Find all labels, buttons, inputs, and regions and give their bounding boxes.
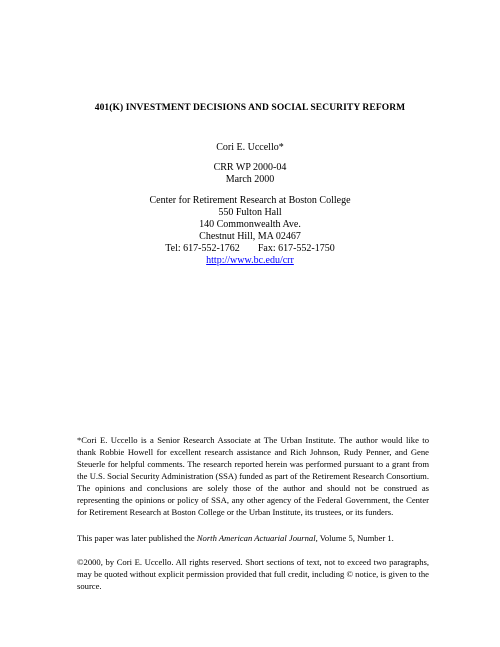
copyright-notice: ©2000, by Cori E. Uccello. All rights reserved. Short sections of text, not to exceed two paragraphs, may be quoted without explicit permission provided that full credit, including © notice, is given to the source.	[77, 557, 429, 591]
publication-note	[77, 532, 429, 544]
website-link[interactable]: http://www.bc.edu/crr	[206, 255, 294, 266]
fax-number: Fax: 617-552-1750	[257, 243, 335, 254]
working-paper-date: March 2000	[225, 174, 275, 185]
author-footnote: *Cori E. Uccello is a Senior Research Associate at The Urban Institute. The author would like to thank Robbie Howell for excellent research assistance and Rich Johnson, Rudy Penner, and Gene Steuerle for helpful comments. The research reported herein was performed pursuant to a grant from the U.S. Social Security Administration (SSA) funded as part of the Retirement Research Consortium. The opinions and conclusions are solely those of the author and should not be construed as representing the opinions or policy of SSA, any other agency of the Federal Government, the Center for Retirement Research at Boston College or the Urban Institute, its trustees, or its funders.	[77, 435, 429, 517]
publication-suffix: Volume 5, Number 1.	[317, 533, 394, 543]
working-paper-number: CRR WP 2000-04	[213, 162, 287, 173]
organization-name: Center for Retirement Research at Boston College	[149, 195, 351, 206]
phone-fax-line	[0, 243, 500, 255]
address-block	[0, 195, 500, 267]
telephone-number: Tel: 617-552-1762	[165, 243, 240, 254]
address-line-1: 550 Fulton Hall	[218, 207, 282, 218]
address-line-2: 140 Commonwealth Ave.	[199, 219, 301, 230]
journal-name: North American Actuarial Journal,	[196, 533, 318, 543]
address-line-3: Chestnut Hill, MA 02467	[199, 231, 301, 242]
author-name: Cori E. Uccello*	[216, 142, 284, 153]
working-paper-info	[0, 162, 500, 186]
publication-prefix: This paper was later published the	[77, 533, 197, 543]
website-line	[0, 255, 500, 267]
paper-title: 401(K) INVESTMENT DECISIONS AND SOCIAL SECURITY REFORM	[94, 103, 406, 113]
